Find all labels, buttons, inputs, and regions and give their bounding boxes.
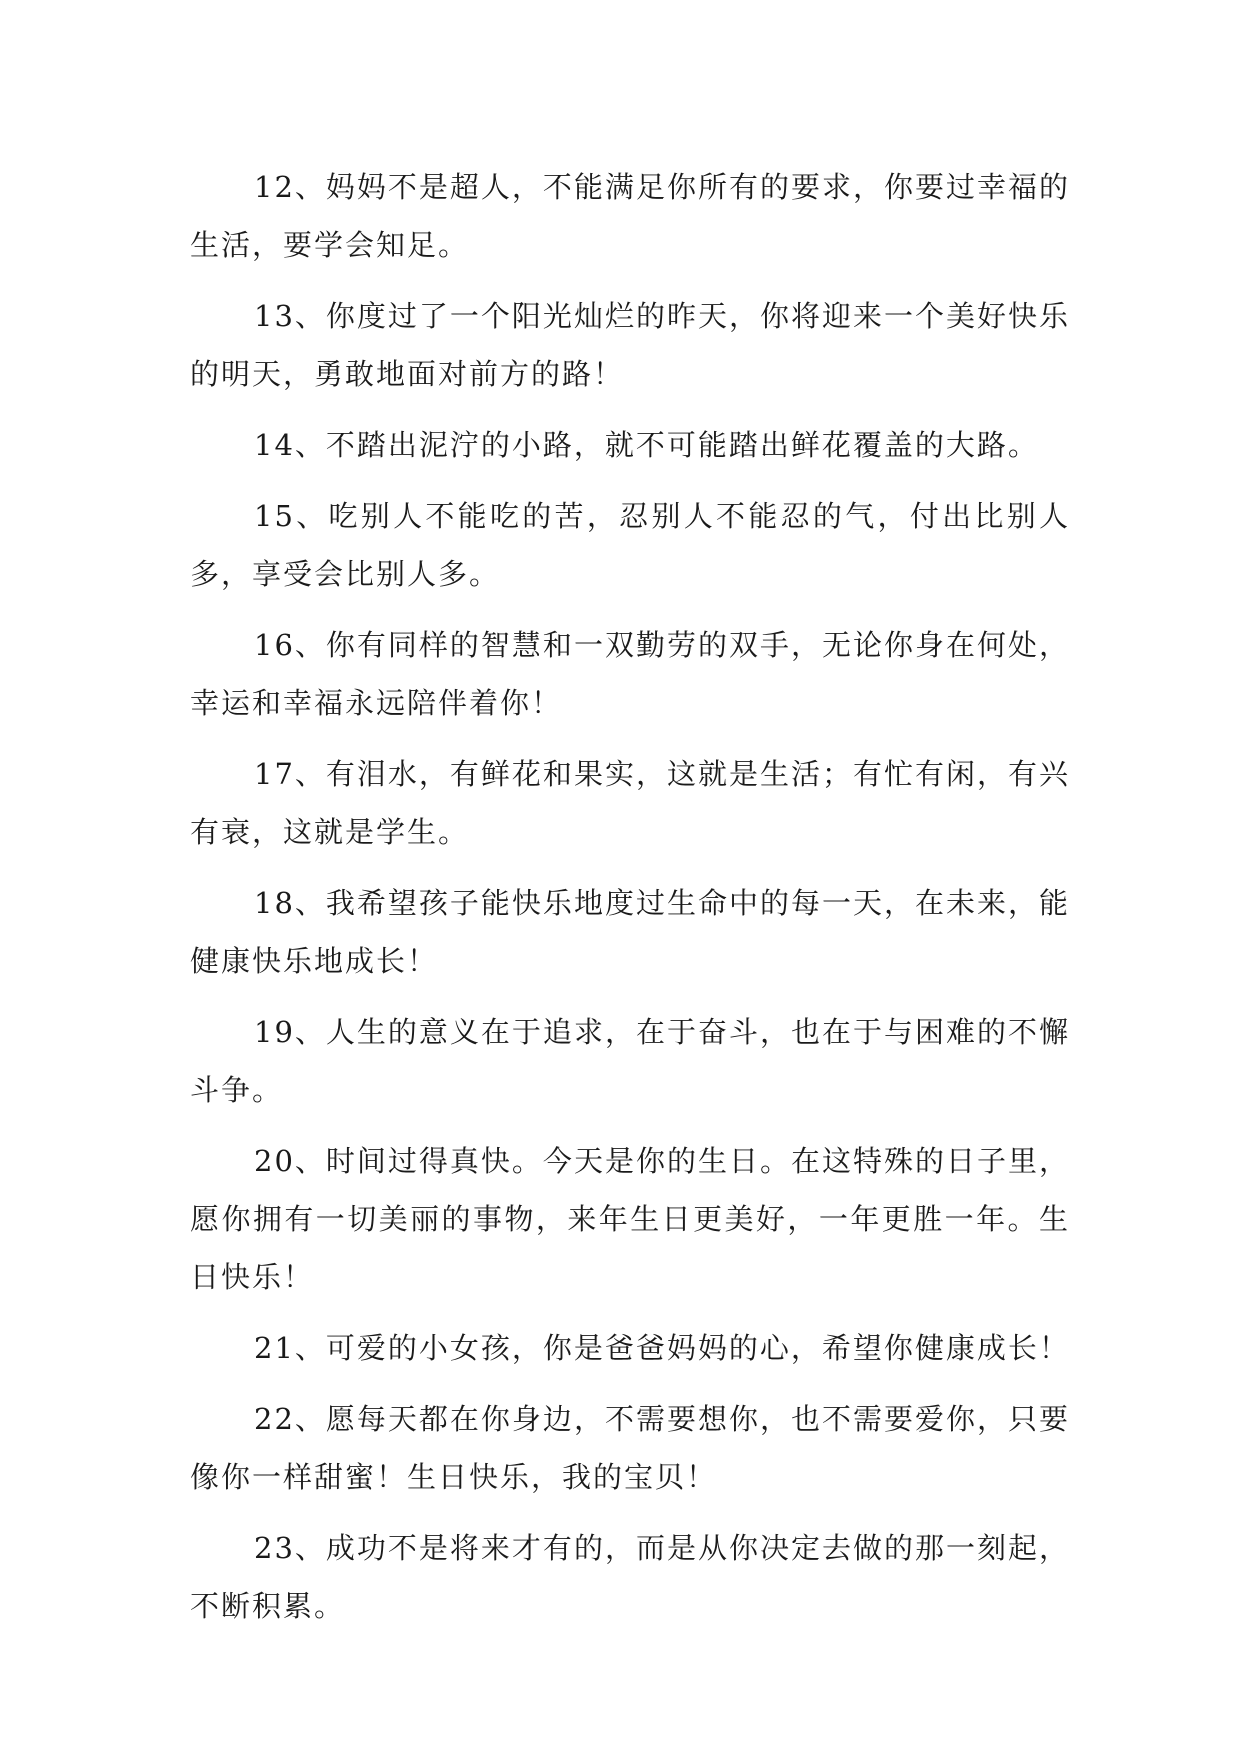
paragraph-17: 17、有泪水，有鲜花和果实，这就是生活；有忙有闲，有兴有衰，这就是学生。 (190, 757, 1070, 849)
paragraph-20: 20、时间过得真快。今天是你的生日。在这特殊的日子里，愿你拥有一切美丽的事物，来年生日更美好，一年更胜一年。生日快乐！ (190, 1144, 1070, 1294)
paragraph-13: 13、你度过了一个阳光灿烂的昨天，你将迎来一个美好快乐的明天，勇敢地面对前方的路！ (190, 299, 1070, 391)
paragraph-16: 16、你有同样的智慧和一双勤劳的双手，无论你身在何处，幸运和幸福永远陪伴着你！ (190, 628, 1070, 720)
paragraph-21: 21、可爱的小女孩，你是爸爸妈妈的心，希望你健康成长！ (254, 1331, 1070, 1365)
paragraph-14: 14、不踏出泥泞的小路，就不可能踏出鲜花覆盖的大路。 (254, 428, 1039, 462)
paragraph-18: 18、我希望孩子能快乐地度过生命中的每一天，在未来，能健康快乐地成长！ (190, 886, 1070, 978)
paragraph-19: 19、人生的意义在于追求，在于奋斗，也在于与困难的不懈斗争。 (190, 1015, 1070, 1107)
paragraph-12: 12、妈妈不是超人，不能满足你所有的要求，你要过幸福的生活，要学会知足。 (190, 170, 1070, 262)
paragraph-22: 22、愿每天都在你身边，不需要想你，也不需要爱你，只要像你一样甜蜜！生日快乐，我的宝贝！ (190, 1402, 1070, 1494)
document-body (190, 158, 1070, 1648)
paragraph-15: 15、吃别人不能吃的苦，忍别人不能忍的气，付出比别人多，享受会比别人多。 (190, 499, 1070, 591)
paragraph-23: 23、成功不是将来才有的，而是从你决定去做的那一刻起，不断积累。 (190, 1531, 1070, 1623)
